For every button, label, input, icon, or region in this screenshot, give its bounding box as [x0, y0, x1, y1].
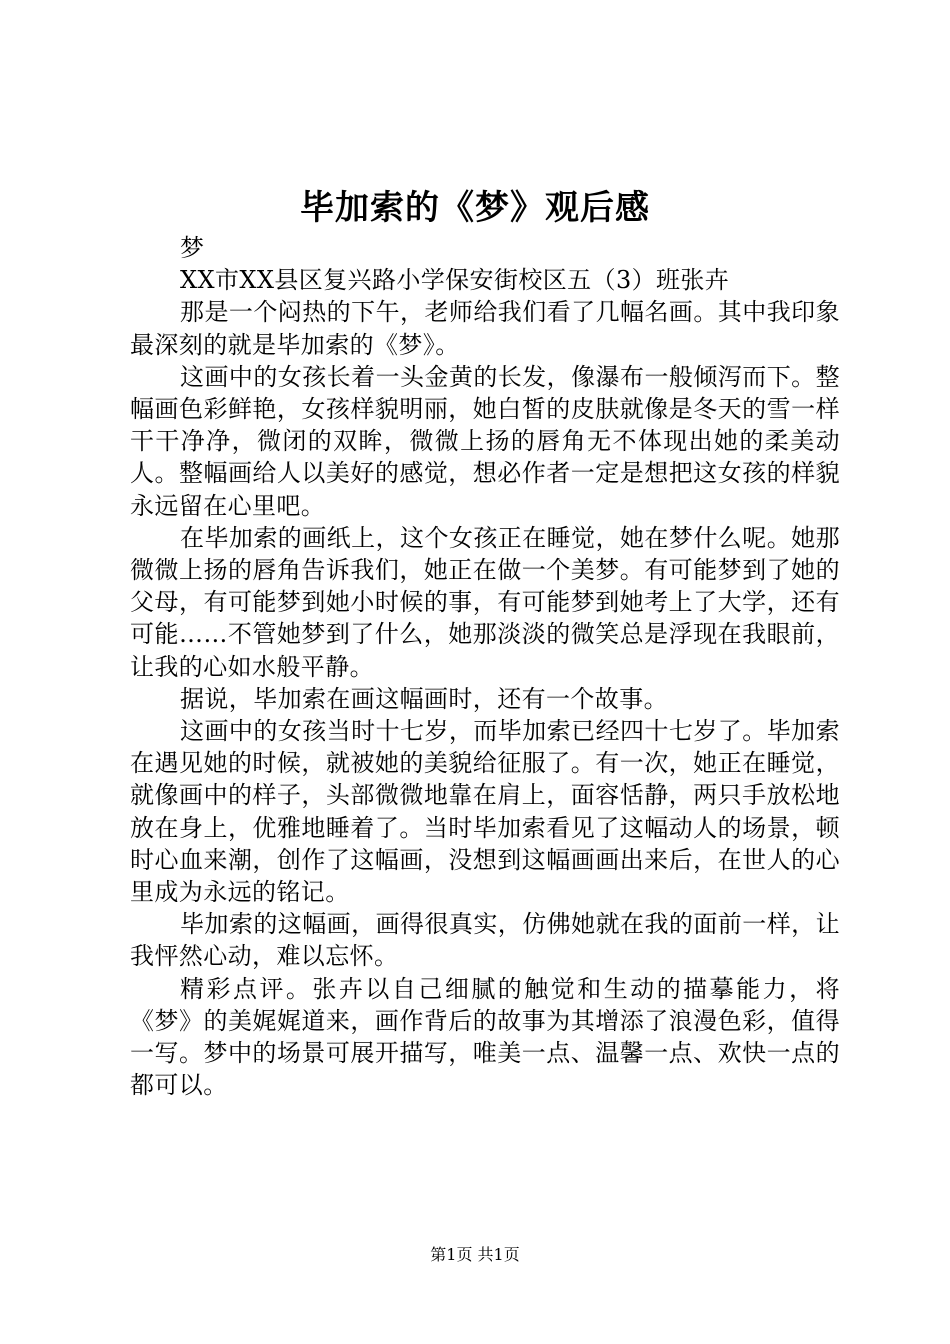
- paragraph: 精彩点评。张卉以自己细腻的触觉和生动的描摹能力，将《梦》的美娓娓道来，画作背后的故事为其增添了浪漫色彩，值得一写。梦中的场景可展开描写，唯美一点、温馨一点、欢快一点的都可以。: [130, 974, 840, 1100]
- paragraph: 这画中的女孩长着一头金黄的长发，像瀑布一般倾泻而下。整幅画色彩鲜艳，女孩样貌明丽，她白皙的皮肤就像是冬天的雪一样干干净净，微闭的双眸，微微上扬的唇角无不体现出她的柔美动人。整幅画给人以美好的感觉，想必作者一定是想把这女孩的样貌永远留在心里吧。: [130, 362, 840, 520]
- paragraph: 毕加索的这幅画，画得很真实，仿佛她就在我的面前一样，让我怦然心动，难以忘怀。: [130, 910, 840, 971]
- paragraph: 据说，毕加索在画这幅画时，还有一个故事。: [180, 684, 668, 713]
- document-body: [130, 232, 840, 1101]
- paragraph: 这画中的女孩当时十七岁，而毕加索已经四十七岁了。毕加索在遇见她的时候，就被她的美貌给征服了。有一次，她正在睡觉，就像画中的样子，头部微微地靠在肩上，面容恬静，两只手放松地放在身上，优雅地睡着了。当时毕加索看见了这幅动人的场景，顿时心血来潮，创作了这幅画，没想到这幅画画出来后，在世人的心里成为永远的铭记。: [130, 717, 840, 907]
- paragraph: 梦: [180, 234, 205, 262]
- paragraph: 在毕加索的画纸上，这个女孩正在睡觉，她在梦什么呢。她那微微上扬的唇角告诉我们，她正在做一个美梦。有可能梦到了她的父母，有可能梦到她小时候的事，有可能梦到她考上了大学，还有可能……不管她梦到了什么，她那淡淡的微笑总是浮现在我眼前，让我的心如水般平静。: [130, 523, 840, 681]
- paragraph: XX市XX县区复兴路小学保安街校区五（3）班张卉: [180, 266, 730, 295]
- paragraph: 那是一个闷热的下午，老师给我们看了几幅名画。其中我印象最深刻的就是毕加索的《梦》。: [130, 298, 840, 359]
- page-footer: 第1页 共1页: [430, 1245, 520, 1264]
- page-title: 毕加索的《梦》观后感: [300, 188, 650, 228]
